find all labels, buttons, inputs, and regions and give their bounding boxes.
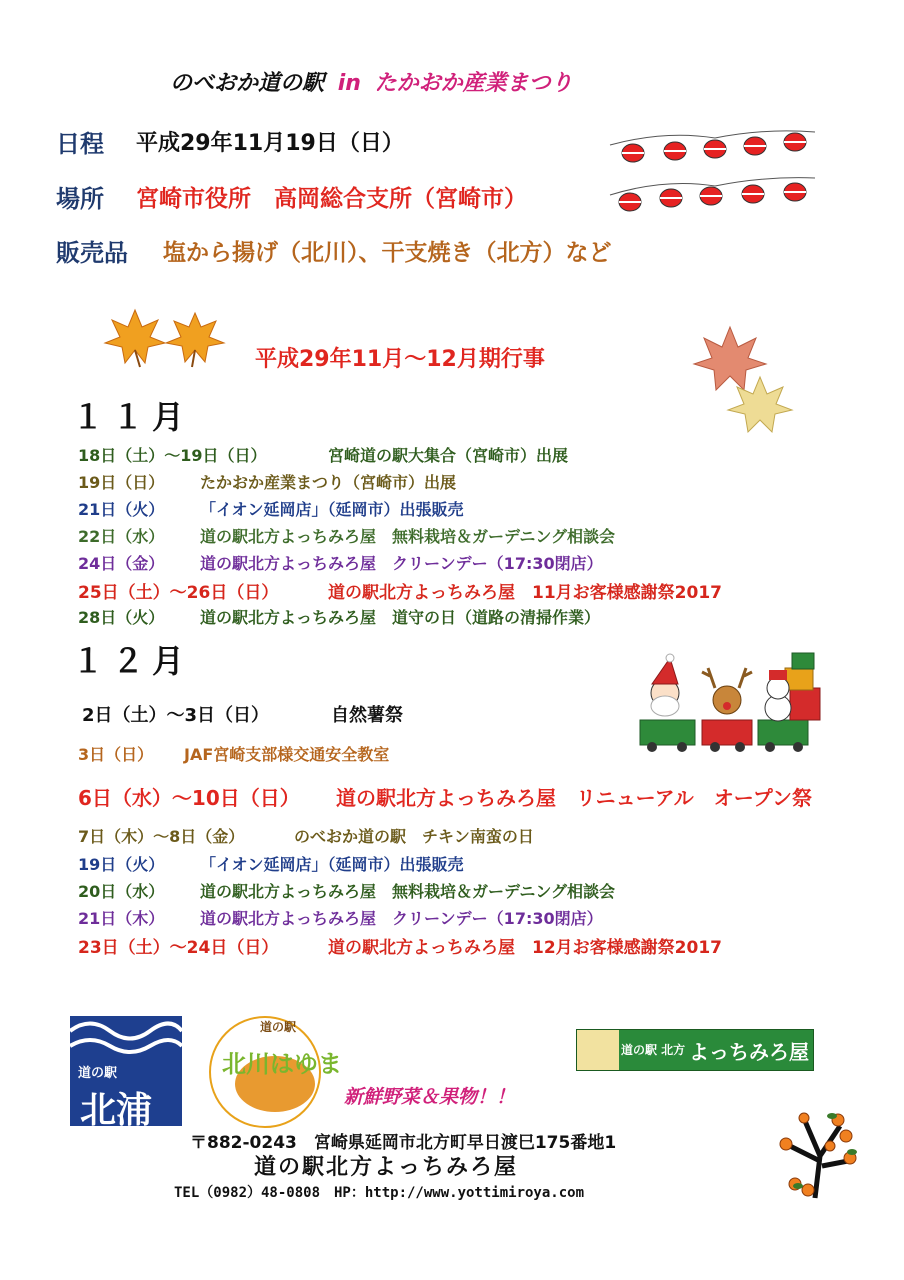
kitagawa-sub-text: 道の駅 xyxy=(260,1020,297,1034)
event-text: 道の駅北方よっちみろ屋 クリーンデー（17:30閉店） xyxy=(200,554,603,573)
address: 〒882-0243 宮崎県延岡市北方町早日渡巳175番地1 xyxy=(190,1133,617,1153)
event-date: 19日（火） xyxy=(78,855,165,874)
list-item xyxy=(78,578,722,603)
event-text: 道の駅北方よっちみろ屋 11月お客様感謝祭2017 xyxy=(328,583,722,603)
list-item xyxy=(82,701,403,727)
event-date: 21日（木） xyxy=(78,909,165,928)
event-text: 「イオン延岡店」（延岡市）出張販売 xyxy=(200,855,464,874)
event-text: のべおか道の駅 チキン南蛮の日 xyxy=(294,827,534,846)
event-date: 7日（木）～8日（金） xyxy=(78,827,245,846)
list-item xyxy=(78,824,534,847)
persimmon-tree-icon xyxy=(760,1106,860,1201)
kitagata-name-text: よっちみろ屋 xyxy=(689,1040,809,1064)
place-value: 宮崎市役所 高岡総合支所（宮崎市） xyxy=(136,186,527,212)
event-text: 宮崎道の駅大集合（宮崎市）出展 xyxy=(328,446,569,465)
event-date: 23日（土）～24日（日） xyxy=(78,938,279,958)
event-text: 道の駅北方よっちみろ屋 クリーンデー（17:30閉店） xyxy=(200,909,603,928)
list-item xyxy=(78,605,601,628)
event-date: 20日（水） xyxy=(78,882,165,901)
shop-name: 道の駅北方よっちみろ屋 xyxy=(254,1155,519,1180)
title-in: in xyxy=(337,71,361,96)
christmas-train-icon xyxy=(630,648,830,753)
event-date: 25日（土）～26日（日） xyxy=(78,583,279,603)
title-part1: のべおか道の駅 xyxy=(170,71,325,96)
event-date: 19日（日） xyxy=(78,473,165,492)
event-date: 28日（火） xyxy=(78,608,165,627)
autumn-leaves-icon xyxy=(690,322,800,437)
event-date: 6日（水）～10日（日） xyxy=(78,786,300,810)
event-date: 2日（土）～3日（日） xyxy=(82,705,270,726)
list-item xyxy=(78,742,390,765)
november-label: １１月 xyxy=(72,398,193,436)
event-text: 道の駅北方よっちみろ屋 12月お客様感謝祭2017 xyxy=(328,938,722,958)
december-label: １２月 xyxy=(72,642,193,680)
date-value: 平成29年11月19日（日） xyxy=(136,131,404,156)
page-title xyxy=(170,66,573,97)
slogan: 新鮮野菜＆果物！！ xyxy=(344,1086,516,1108)
event-text: JAF宮崎支部様交通安全教室 xyxy=(184,745,390,764)
list-item xyxy=(78,782,812,811)
list-item xyxy=(78,906,603,929)
event-date: 24日（金） xyxy=(78,554,165,573)
list-item xyxy=(78,443,569,466)
list-item xyxy=(78,551,603,574)
kitagata-label-text: 道の駅 北方 xyxy=(621,1043,686,1057)
list-item xyxy=(78,933,722,958)
kitaura-logo xyxy=(70,1016,182,1131)
event-text: 道の駅北方よっちみろ屋 道守の日（道路の清掃作業） xyxy=(200,608,601,627)
date-label: 日程 xyxy=(56,130,104,158)
event-text: 自然薯祭 xyxy=(331,705,403,726)
event-text: 「イオン延岡店」（延岡市）出張販売 xyxy=(200,500,464,519)
place-label: 場所 xyxy=(56,185,104,213)
maple-leaves-icon xyxy=(100,305,230,370)
event-date: 22日（水） xyxy=(78,527,165,546)
list-item xyxy=(78,470,457,493)
contact-info: TEL（0982）48-0808 HP：http://www.yottimiroya.com xyxy=(174,1185,585,1201)
kitaura-main-text: 北浦 xyxy=(80,1090,153,1131)
event-text: 道の駅北方よっちみろ屋 無料栽培＆ガーデニング相談会 xyxy=(200,527,616,546)
kitaura-top-text: 道の駅 xyxy=(78,1066,118,1081)
list-item xyxy=(78,497,464,520)
goods-value: 塩から揚げ（北川）、干支焼き（北方）など xyxy=(163,240,612,266)
event-date: 18日（土）～19日（日） xyxy=(78,446,267,465)
event-text: たかおか産業まつり（宮崎市）出展 xyxy=(200,473,457,492)
goods-label: 販売品 xyxy=(56,239,128,267)
lantern-garland-icon xyxy=(605,120,820,215)
event-date: 3日（日） xyxy=(78,745,154,764)
kitagawa-hayuma-logo xyxy=(200,1014,342,1129)
event-date: 21日（火） xyxy=(78,500,165,519)
list-item xyxy=(78,879,616,902)
event-text: 道の駅北方よっちみろ屋 無料栽培＆ガーデニング相談会 xyxy=(200,882,616,901)
title-part2: たかおか産業まつり xyxy=(374,71,573,96)
yocchimiroya-banner-logo xyxy=(576,1029,814,1071)
list-item xyxy=(78,852,464,875)
events-heading: 平成29年11月～12月期行事 xyxy=(255,347,545,372)
list-item xyxy=(78,524,616,547)
kitagawa-main-text: 北川はゆま xyxy=(222,1050,342,1078)
event-text: 道の駅北方よっちみろ屋 リニューアル オープン祭 xyxy=(336,786,812,810)
